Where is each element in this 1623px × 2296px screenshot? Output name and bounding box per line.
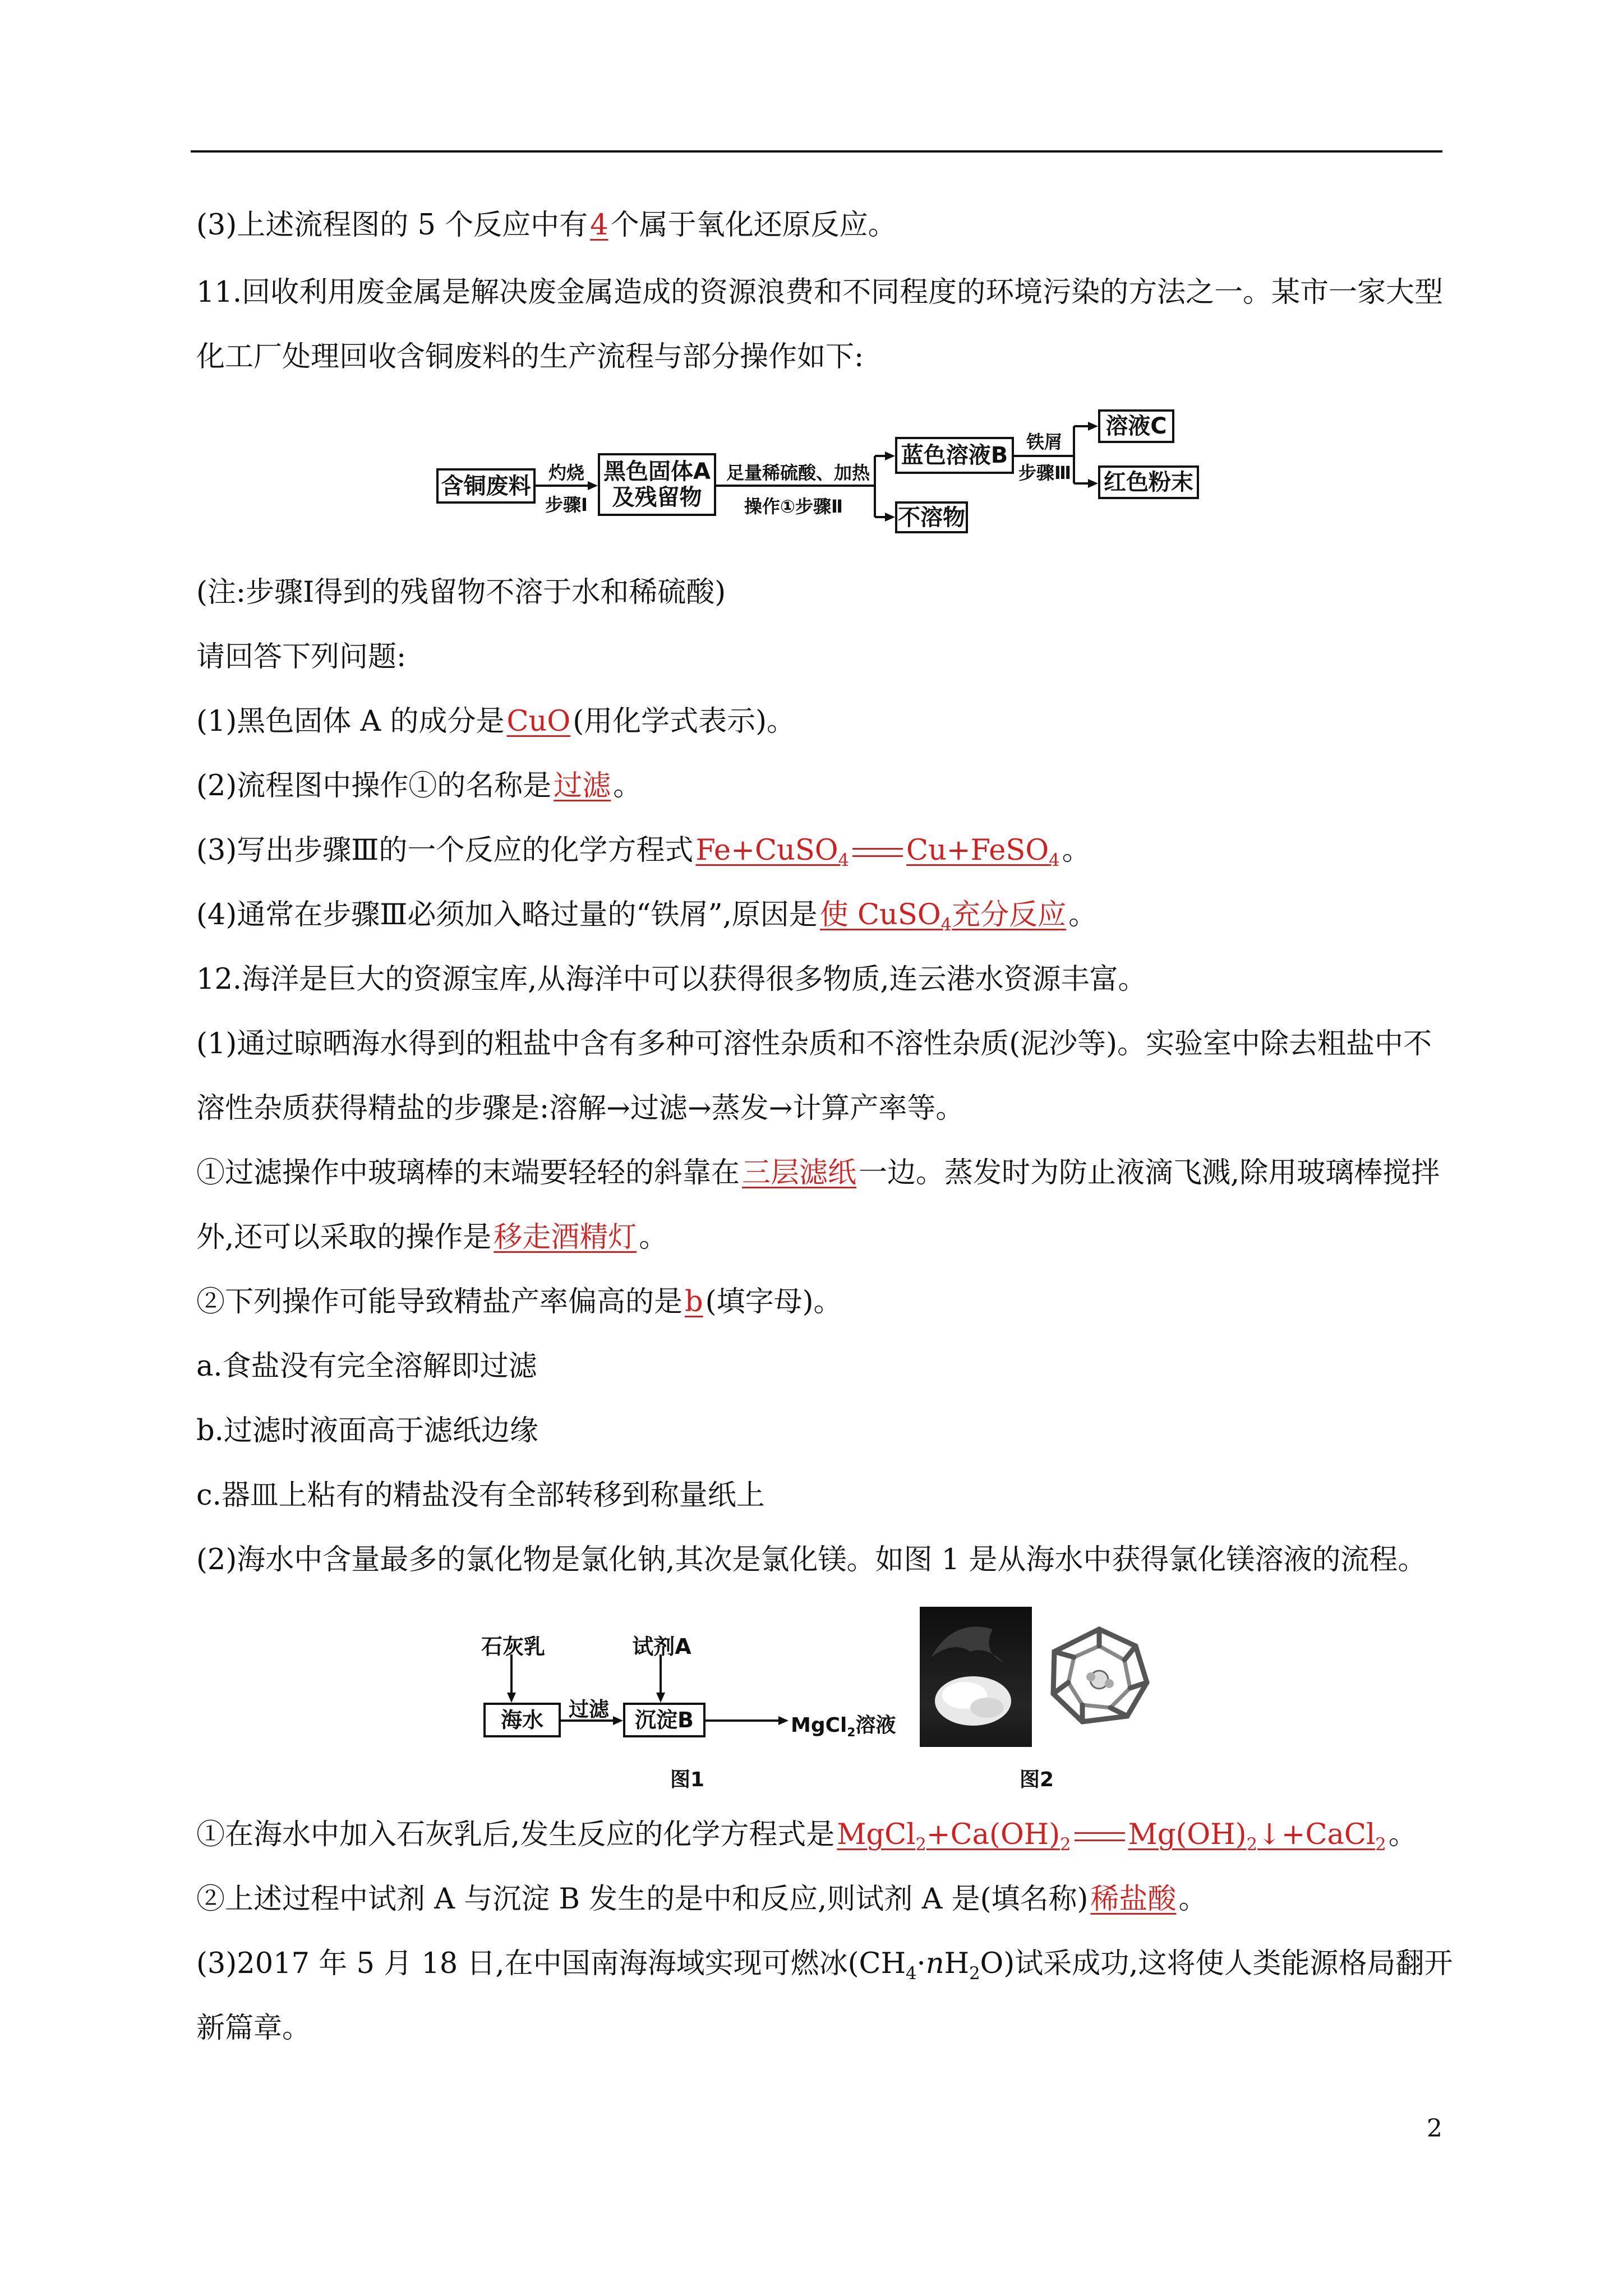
q12-e1: ①在海水中加入石灰乳后,发生反应的化学方程式是$MgCl_2+Ca(OH)_2$ $Mg(OH)_2↓+CaCl_2$。 <box>196 1818 1417 1855</box>
flow-arrow1-bottom-label: 步骤Ⅰ <box>545 494 588 515</box>
flow-arrow3-bottom-label: 步骤Ⅲ <box>1018 462 1072 483</box>
figure2-clathrate-cage-model <box>1038 1621 1161 1733</box>
q12-part1-line2: 溶性杂质获得精盐的步骤是:溶解→过滤→蒸发→计算产率等。 <box>196 1092 965 1125</box>
q12-part2: (2)海水中含量最多的氯化物是氯化钠,其次是氯化镁。如图 1 是从海水中获得氯化镁溶液的流程。 <box>196 1543 1427 1576</box>
flow-box-copper-waste: 含铜废料 <box>436 468 536 504</box>
q12-option-b: b.过滤时液面高于滤纸边缘 <box>196 1414 538 1447</box>
q12-option-c: c.器皿上粘有的精盐没有全部转移到称量纸上 <box>196 1479 765 1512</box>
answer-q11-4: 使 CuSO$_4$充分反应 <box>819 898 1067 935</box>
q12-part3-line2: 新篇章。 <box>196 2012 311 2045</box>
flow-box-black-solid-line2: 及残留物 <box>612 485 702 510</box>
flow-box-blue-solution: 蓝色溶液B <box>895 437 1014 474</box>
q12-option-a: a.食盐没有完全溶解即过滤 <box>196 1350 537 1383</box>
q12-c2: ②下列操作可能导致精盐产率偏高的是b(填字母)。 <box>196 1285 842 1318</box>
figure2-burning-ice-photo <box>920 1607 1032 1747</box>
q11-ask: 请回答下列问题: <box>196 640 407 674</box>
q12-part3-line1: (3)2017 年 5 月 18 日,在中国南海海域实现可燃冰$(CH_4\cdot nH_2O)$试采成功,这将使人类能源格局翻开 <box>196 1947 1453 1984</box>
answer-q10-3: 4 <box>590 209 608 242</box>
flow-arrow2-top-label: 足量稀硫酸、加热 <box>726 462 870 483</box>
q11-note: (注:步骤Ⅰ得到的残留物不溶于水和稀硫酸) <box>196 576 726 609</box>
burning-ice-illustration <box>920 1607 1032 1747</box>
q12-c1-line1: ①过滤操作中玻璃棒的末端要轻轻的斜靠在三层滤纸一边。蒸发时为防止液滴飞溅,除用玻璃棒搅拌 <box>196 1156 1440 1190</box>
q11-part2: (2)流程图中操作①的名称是过滤。 <box>196 769 642 803</box>
answer-q12-e1: $MgCl_2+Ca(OH)_2$ $Mg(OH)_2↓+CaCl_2$ <box>837 1818 1386 1855</box>
figure1-label-reagent-a: 试剂A <box>632 1634 691 1659</box>
flow-arrow2-bottom-label: 操作①步骤Ⅱ <box>744 496 843 517</box>
answer-q11-3: Fe+CuSO$_4$ Cu+FeSO$_4$ <box>695 834 1060 871</box>
q10-part3: (3)上述流程图的 5 个反应中有4个属于氧化还原反应。 <box>196 209 897 242</box>
figure1-caption: 图1 <box>670 1768 705 1791</box>
figure2-caption: 图2 <box>1020 1768 1054 1791</box>
flow-box-red-powder: 红色粉末 <box>1098 465 1199 499</box>
q11-intro-line1: 11.回收利用废金属是解决废金属造成的资源浪费和不同程度的环境污染的方法之一。某市一家大型 <box>196 276 1444 309</box>
q11-part3: (3)写出步骤Ⅲ的一个反应的化学方程式Fe+CuSO$_4$ Cu+FeSO$_4$。 <box>196 834 1091 871</box>
page-number: 2 <box>1427 2114 1442 2143</box>
q12-e2: ②上述过程中试剂 A 与沉淀 B 发生的是中和反应,则试剂 A 是(填名称)稀盐酸。 <box>196 1883 1207 1916</box>
q11-part4: (4)通常在步骤Ⅲ必须加入略过量的“铁屑”,原因是使 CuSO$_4$充分反应。 <box>196 898 1098 935</box>
q11-intro-line2: 化工厂处理回收含铜废料的生产流程与部分操作如下: <box>196 340 864 374</box>
q12-c1-line2: 外,还可以采取的操作是移走酒精灯。 <box>196 1221 668 1254</box>
flow-box-insoluble: 不溶物 <box>895 501 968 533</box>
answer-q12-e2: 稀盐酸 <box>1090 1883 1177 1916</box>
figure1-label-lime-milk: 石灰乳 <box>481 1634 545 1659</box>
answer-q12-c2: b <box>685 1285 703 1318</box>
answer-q11-2: 过滤 <box>554 769 611 803</box>
flow-arrow3-top-label: 铁屑 <box>1026 431 1062 453</box>
equation-double-line <box>1075 1832 1125 1841</box>
answer-q12-c1b: 移走酒精灯 <box>494 1221 637 1254</box>
flow-box-black-solid-line1: 黑色固体A <box>603 459 711 485</box>
figure1-product: MgCl$_2$溶液 <box>791 1714 896 1740</box>
figure1-box-seawater: 海水 <box>483 1703 561 1737</box>
figure1-arrow-label-filter: 过滤 <box>568 1698 609 1721</box>
flow-box-solution-c: 溶液C <box>1098 409 1174 443</box>
q11-part1: (1)黑色固体 A 的成分是CuO(用化学式表示)。 <box>196 705 795 738</box>
figure1-box-precipitate-b: 沉淀B <box>623 1703 706 1737</box>
answer-q12-c1a: 三层滤纸 <box>742 1156 857 1190</box>
answer-q11-1: CuO <box>506 705 571 738</box>
q12-intro: 12.海洋是巨大的资源宝库,从海洋中可以获得很多物质,连云港水资源丰富。 <box>196 963 1147 996</box>
q12-part1-line1: (1)通过晾晒海水得到的粗盐中含有多种可溶性杂质和不溶性杂质(泥沙等)。实验室中除去粗盐中不 <box>196 1027 1432 1061</box>
flow-arrow1-top-label: 灼烧 <box>548 462 584 483</box>
